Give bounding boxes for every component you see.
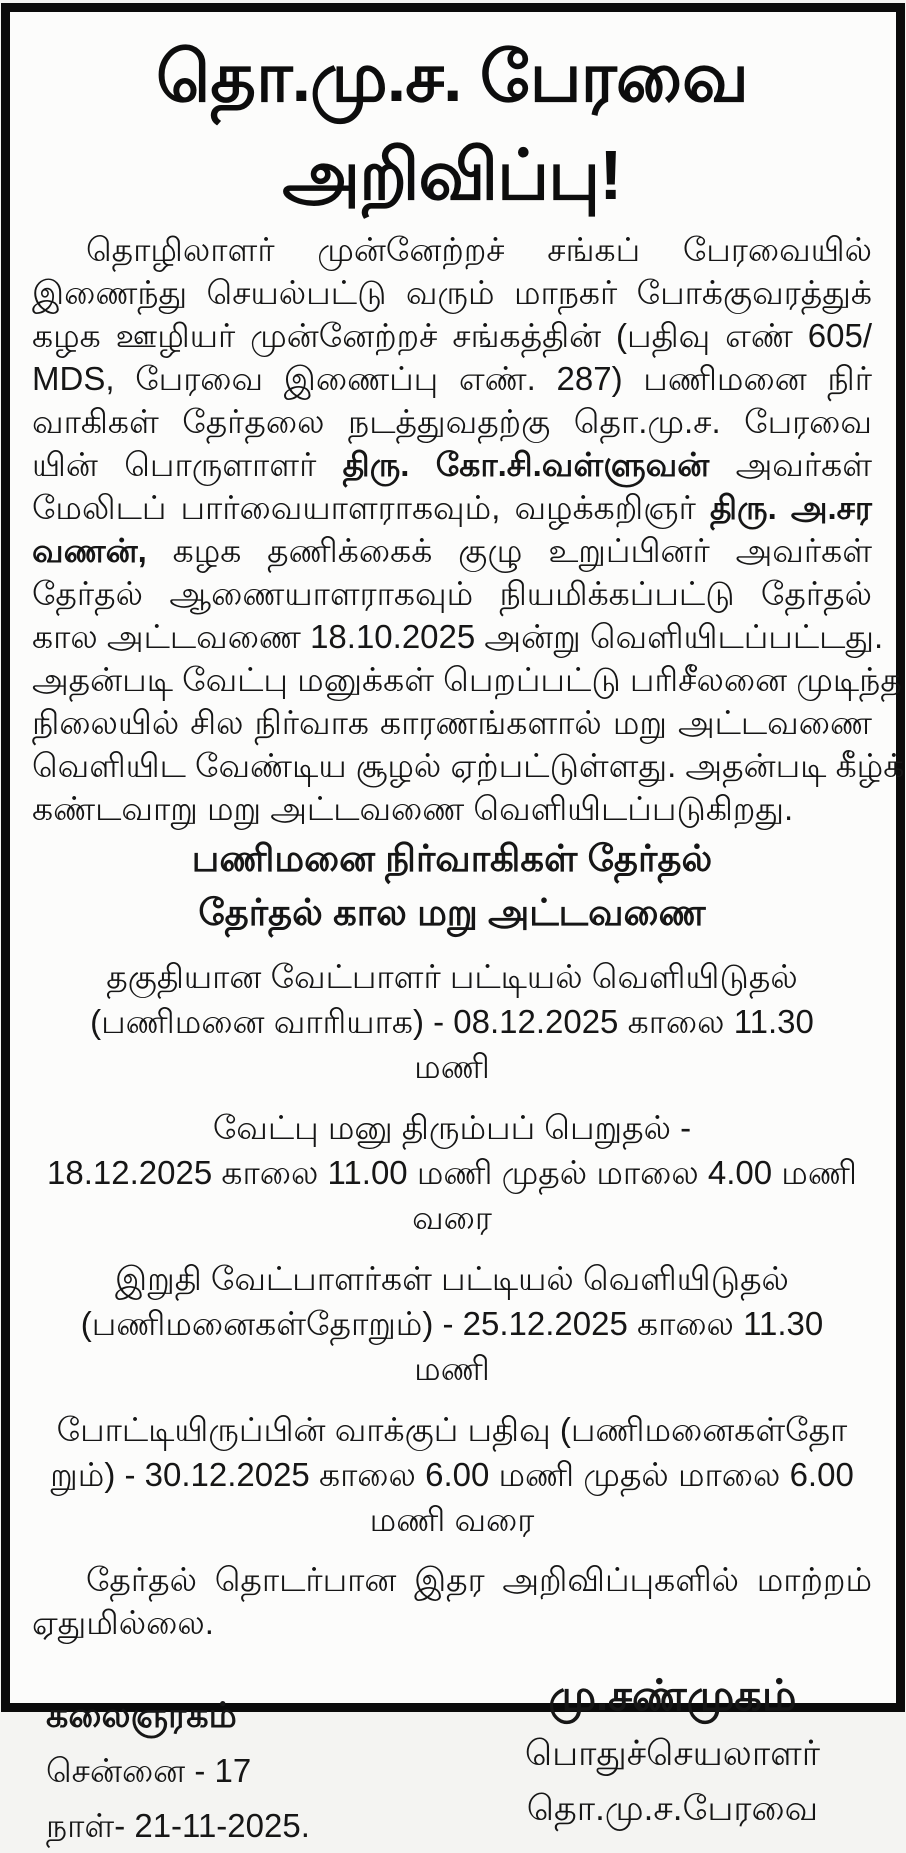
text-line xyxy=(32,999,872,1044)
text-segment: அதன்படி வேட்பு மனுக்கள் பெறப்பட்டு பரிசீலனை முடிந்த xyxy=(32,661,902,698)
text-segment: கழக தணிக்கைக் குழு உறுப்பினர் அவர்கள் xyxy=(146,532,872,569)
text-segment: MDS, பேரவை இணைப்பு எண். 287) பணிமனை நிர் xyxy=(32,360,872,397)
text-line xyxy=(32,658,902,701)
text-line xyxy=(32,1150,872,1195)
signatory-name: மு.சண்முகம் xyxy=(548,1672,797,1720)
schedule-item-withdrawal xyxy=(32,1105,872,1240)
text-segment: கால அட்டவணை 18.10.2025 அன்று வெளியிடப்பட்டது. xyxy=(32,618,884,655)
signature-row xyxy=(32,1666,872,1853)
text-line xyxy=(32,1497,872,1542)
intro-paragraph xyxy=(32,228,905,830)
text-segment: (பணிமனைகள்தோறும்) - 25.12.2025 காலை 11.30 xyxy=(80,1305,824,1342)
closing-paragraph xyxy=(32,1558,872,1644)
section-heading-revised-schedule: தேர்தல் கால மறு அட்டவணை xyxy=(198,892,706,933)
bold-text-segment: வணன், xyxy=(32,532,147,569)
text-segment: இறுதி வேட்பாளர்கள் பட்டியல் வெளியிடுதல் xyxy=(115,1260,789,1297)
signatory-title: பொதுச்செயலாளர் xyxy=(524,1734,820,1773)
text-line xyxy=(32,486,872,529)
text-segment: மணி xyxy=(414,1048,490,1085)
text-segment: நிலையில் சில நிர்வாக காரணங்களால் மறு அட்டவணை xyxy=(32,704,872,741)
text-segment: ஏதுமில்லை. xyxy=(32,1604,214,1641)
text-line xyxy=(32,701,872,744)
text-line xyxy=(32,529,872,572)
signature-date: நாள்- 21-11-2025. xyxy=(46,1807,310,1844)
text-line xyxy=(32,1195,872,1240)
text-segment: வாகிகள் தேர்தலை நடத்துவதற்கு தொ.மு.ச. பேரவை xyxy=(32,403,872,440)
text-line xyxy=(32,1105,872,1150)
section-heading-election: பணிமனை நிர்வாகிகள் தேர்தல் xyxy=(191,838,713,879)
text-segment: மணி xyxy=(414,1350,490,1387)
text-segment: 18.12.2025 காலை 11.00 மணி முதல் மாலை 4.00 மணி xyxy=(47,1154,857,1191)
text-segment: றும்) - 30.12.2025 காலை 6.00 மணி முதல் மாலை 6.00 xyxy=(50,1456,854,1493)
text-segment: தேர்தல் தொடர்பான இதர அறிவிப்புகளில் மாற்றம் xyxy=(86,1561,872,1598)
text-line xyxy=(32,787,872,830)
text-line xyxy=(32,572,872,615)
schedule-item-final-list xyxy=(32,1256,872,1391)
text-segment: கண்டவாறு மறு அட்டவணை வெளியிடப்படுகிறது. xyxy=(32,790,794,827)
text-segment: மணி வரை xyxy=(369,1501,535,1538)
text-segment: அவர்கள் xyxy=(709,446,872,483)
text-line xyxy=(32,400,872,443)
text-segment: மேலிடப் பார்வையாளராகவும், வழக்கறிஞர் xyxy=(32,489,710,526)
bold-text-segment: திரு. கோ.சி.வள்ளுவன் xyxy=(342,446,710,483)
text-line xyxy=(32,1301,872,1346)
signatory-organisation: தொ.மு.ச.பேரவை xyxy=(526,1789,819,1828)
text-segment: (பணிமனை வாரியாக) - 08.12.2025 காலை 11.30 xyxy=(90,1003,814,1040)
text-line xyxy=(32,744,905,787)
text-line xyxy=(32,1601,872,1644)
text-segment: தொழிலாளர் முன்னேற்றச் சங்கப் பேரவையில் xyxy=(86,231,872,268)
text-line xyxy=(32,357,872,400)
text-segment: போட்டியிருப்பின் வாக்குப் பதிவு (பணிமனைகள்தோ xyxy=(56,1411,848,1448)
text-segment: வரை xyxy=(412,1199,492,1236)
signature-right-block xyxy=(525,1666,872,1836)
text-line xyxy=(32,314,872,357)
notice-headline: தொ.மு.ச. பேரவை அறிவிப்பு! xyxy=(155,38,749,214)
signature-city: சென்னை - 17 xyxy=(46,1752,252,1789)
signature-place: கலைஞரகம் xyxy=(46,1696,237,1735)
text-line xyxy=(32,615,884,658)
text-segment: வெளியிட வேண்டிய சூழல் ஏற்பட்டுள்ளது. அதன்படி கீழ்க் xyxy=(32,747,905,784)
text-line xyxy=(32,1407,872,1452)
text-line xyxy=(32,443,872,486)
text-line xyxy=(32,228,872,271)
signature-left-block xyxy=(32,1666,310,1853)
text-line xyxy=(32,271,872,314)
text-line xyxy=(32,954,872,999)
text-segment: இணைந்து செயல்பட்டு வரும் மாநகர் போக்குவரத்துக் xyxy=(32,274,872,311)
text-line xyxy=(32,1558,872,1601)
notice-border-frame xyxy=(1,3,905,1844)
text-line xyxy=(32,1346,872,1391)
schedule-item-candidate-list xyxy=(32,954,872,1089)
text-segment: யின் பொருளாளர் xyxy=(32,446,343,483)
text-segment: கழக ஊழியர் முன்னேற்றச் சங்கத்தின் (பதிவு எண் 605/ xyxy=(32,317,872,354)
text-segment: தகுதியான வேட்பாளர் பட்டியல் வெளியிடுதல் xyxy=(106,958,798,995)
text-line xyxy=(32,1256,872,1301)
bold-text-segment: திரு. அ.சர xyxy=(709,489,872,526)
text-segment: தேர்தல் ஆணையாளராகவும் நியமிக்கப்பட்டு தேர்தல் xyxy=(32,575,872,612)
text-line xyxy=(32,1044,872,1089)
text-segment: வேட்பு மனு திரும்பப் பெறுதல் - xyxy=(212,1109,692,1146)
text-line xyxy=(32,1452,872,1497)
schedule-item-polling xyxy=(32,1407,872,1542)
